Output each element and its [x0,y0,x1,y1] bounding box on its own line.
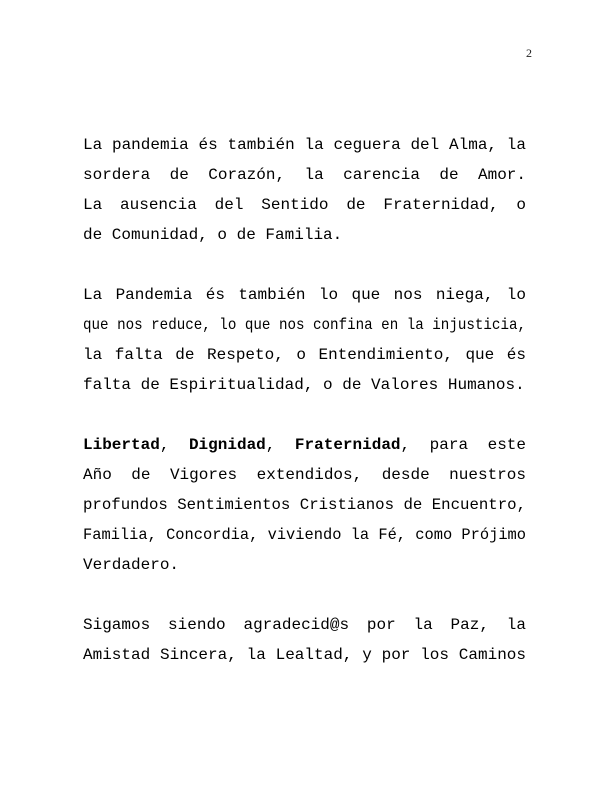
text-line [83,130,526,160]
text-line [83,460,526,490]
text-line [83,190,526,220]
paragraph-2 [83,280,526,400]
text-line [83,490,526,520]
text-line [83,280,526,310]
line-content: sordera de Corazón, la carencia de Amor. [83,166,526,184]
text-line [83,160,526,190]
text-line [83,520,526,550]
text-line [83,430,526,460]
separator: , [265,436,295,454]
line-content: Sigamos siendo agradecid@s por la Paz, la [83,616,526,634]
text-line [83,610,526,640]
text-line [83,220,526,250]
line-content: Año de Vigores extendidos, desde nuestros [83,466,526,484]
line-content: falta de Espiritualidad, o de Valores Humanos. [83,376,525,394]
bold-libertad: Libertad [83,436,160,454]
line-content: profundos Sentimientos Cristianos de Encuentro, [83,496,526,514]
line-content: la falta de Respeto, o Entendimiento, que és [83,346,526,364]
page-number: 2 [526,46,532,60]
text-line [83,370,526,400]
line-content: La Pandemia és también lo que nos niega, lo [83,286,526,304]
separator: , [159,436,189,454]
condensed-text: que nos reduce, lo que nos confina en la injusticia, [83,316,526,334]
paragraph-4 [83,610,526,670]
line-content: La ausencia del Sentido de Fraternidad, o [83,196,526,214]
line-content [83,430,526,460]
paragraph-1 [83,130,526,250]
condensed-text: Familia, Concordia, viviendo la Fé, como Prójimo [83,526,526,544]
line-content: de Comunidad, o de Familia. [83,226,343,244]
text-line [83,310,526,340]
line-content: Verdadero. [83,556,180,574]
document-body [83,130,526,700]
bold-dignidad: Dignidad [188,436,266,454]
text-line [83,640,526,670]
paragraph-3 [83,430,526,580]
line-content: La pandemia és también la ceguera del Alma, la [83,136,526,154]
text-line [83,550,526,580]
condensed-text: Amistad Sincera, la Lealtad, y por los Caminos [83,646,526,664]
bold-fraternidad: Fraternidad [294,436,401,454]
text-line [83,340,526,370]
line-rest: , para este [400,436,527,454]
